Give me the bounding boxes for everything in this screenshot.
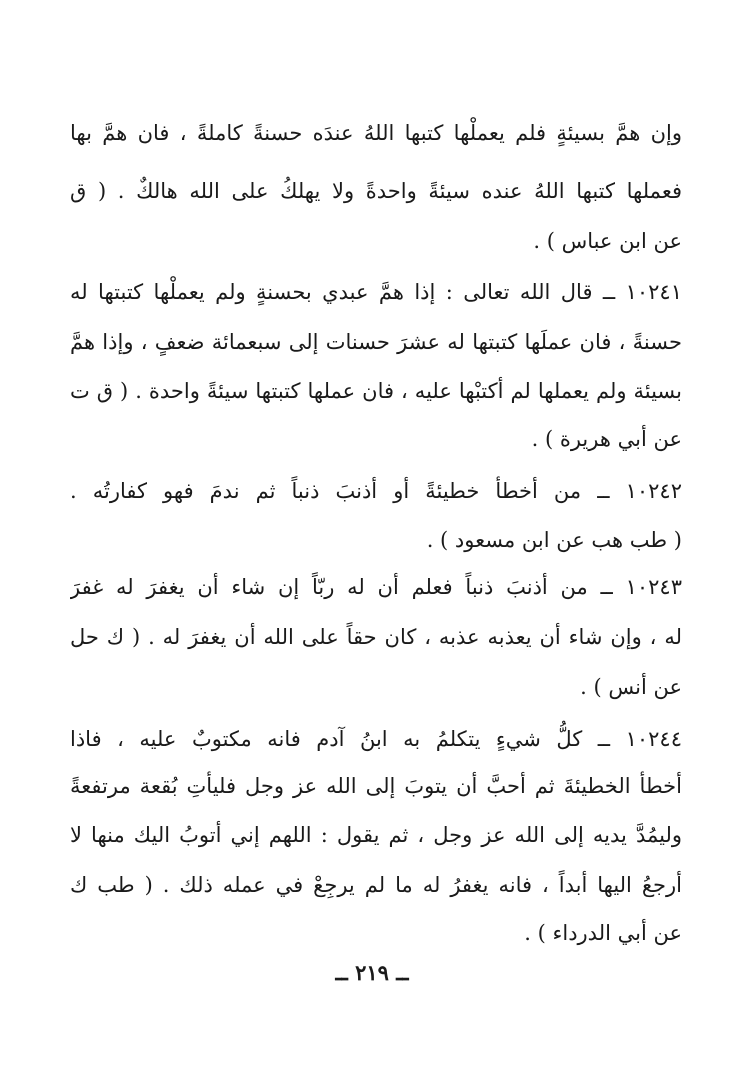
paragraph-5-line-4: أرجعُ اليها أبداً ، فانه يغفرُ له ما لم يرجِعْ في عمله ذلك . ( طب ك [70,873,682,897]
paragraph-5-line-1: ١٠٢٤٤ ــ كلُّ شيءٍ يتكلمُ به ابنُ آدم فانه مكتوبٌ عليه ، فاذا [70,727,682,751]
paragraph-2-line-3: بسيئة ولم يعملها لم أكتبْها عليه ، فان عملها كتبتها سيئةً واحدة . ( ق ت [70,379,682,403]
paragraph-2-line-1: ١٠٢٤١ ــ قال الله تعالى : إذا همَّ عبدي بحسنةٍ ولم يعملْها كتبتها له [70,280,682,304]
paragraph-5-line-2: أخطأ الخطيئةَ ثم أحبَّ أن يتوبَ إلى الله عز وجل فليأتِ بُقعة مرتفعةً [70,774,682,798]
paragraph-1-line-3: عن ابن عباس ) . [533,229,682,253]
paragraph-2-line-4: عن أبي هريرة ) . [531,427,682,451]
paragraph-4-line-2: له ، وإن شاء أن يعذبه عذبه ، كان حقاً على الله أن يغفرَ له . ( ك حل [70,625,682,649]
paragraph-3-line-2: ( طب هب عن ابن مسعود ) . [426,528,682,552]
paragraph-1-line-2: فعملها كتبها اللهُ عنده سيئةً واحدةً ولا يهلكُ على الله هالكٌ . ( ق [70,179,682,203]
paragraph-5-line-5: عن أبي الدرداء ) . [524,921,682,945]
paragraph-4-line-3: عن أنس ) . [580,675,682,699]
paragraph-1-line-1: وإن همَّ بسيئةٍ فلم يعملْها كتبها اللهُ عندَه حسنةً كاملةً ، فان همَّ بها [70,121,682,145]
paragraph-2-line-2: حسنةً ، فان عملَها كتبتها له عشرَ حسنات إلى سبعمائة ضعفٍ ، وإذا همَّ [70,330,682,354]
paragraph-4-line-1: ١٠٢٤٣ ــ من أذنبَ ذنباً فعلم أن له ربّاً إن شاء أن يغفرَ له غفرَ [70,575,682,599]
paragraph-5-line-3: وليمُدَّ يديه إلى الله عز وجل ، ثم يقول : اللهم إني أتوبُ اليك منها لا [70,823,682,847]
page-number: ــ ٢١٩ ــ [335,960,409,985]
paragraph-3-line-1: ١٠٢٤٢ ــ من أخطأ خطيئةً أو أذنبَ ذنباً ثم ندمَ فهو كفارتُه . [70,479,682,503]
